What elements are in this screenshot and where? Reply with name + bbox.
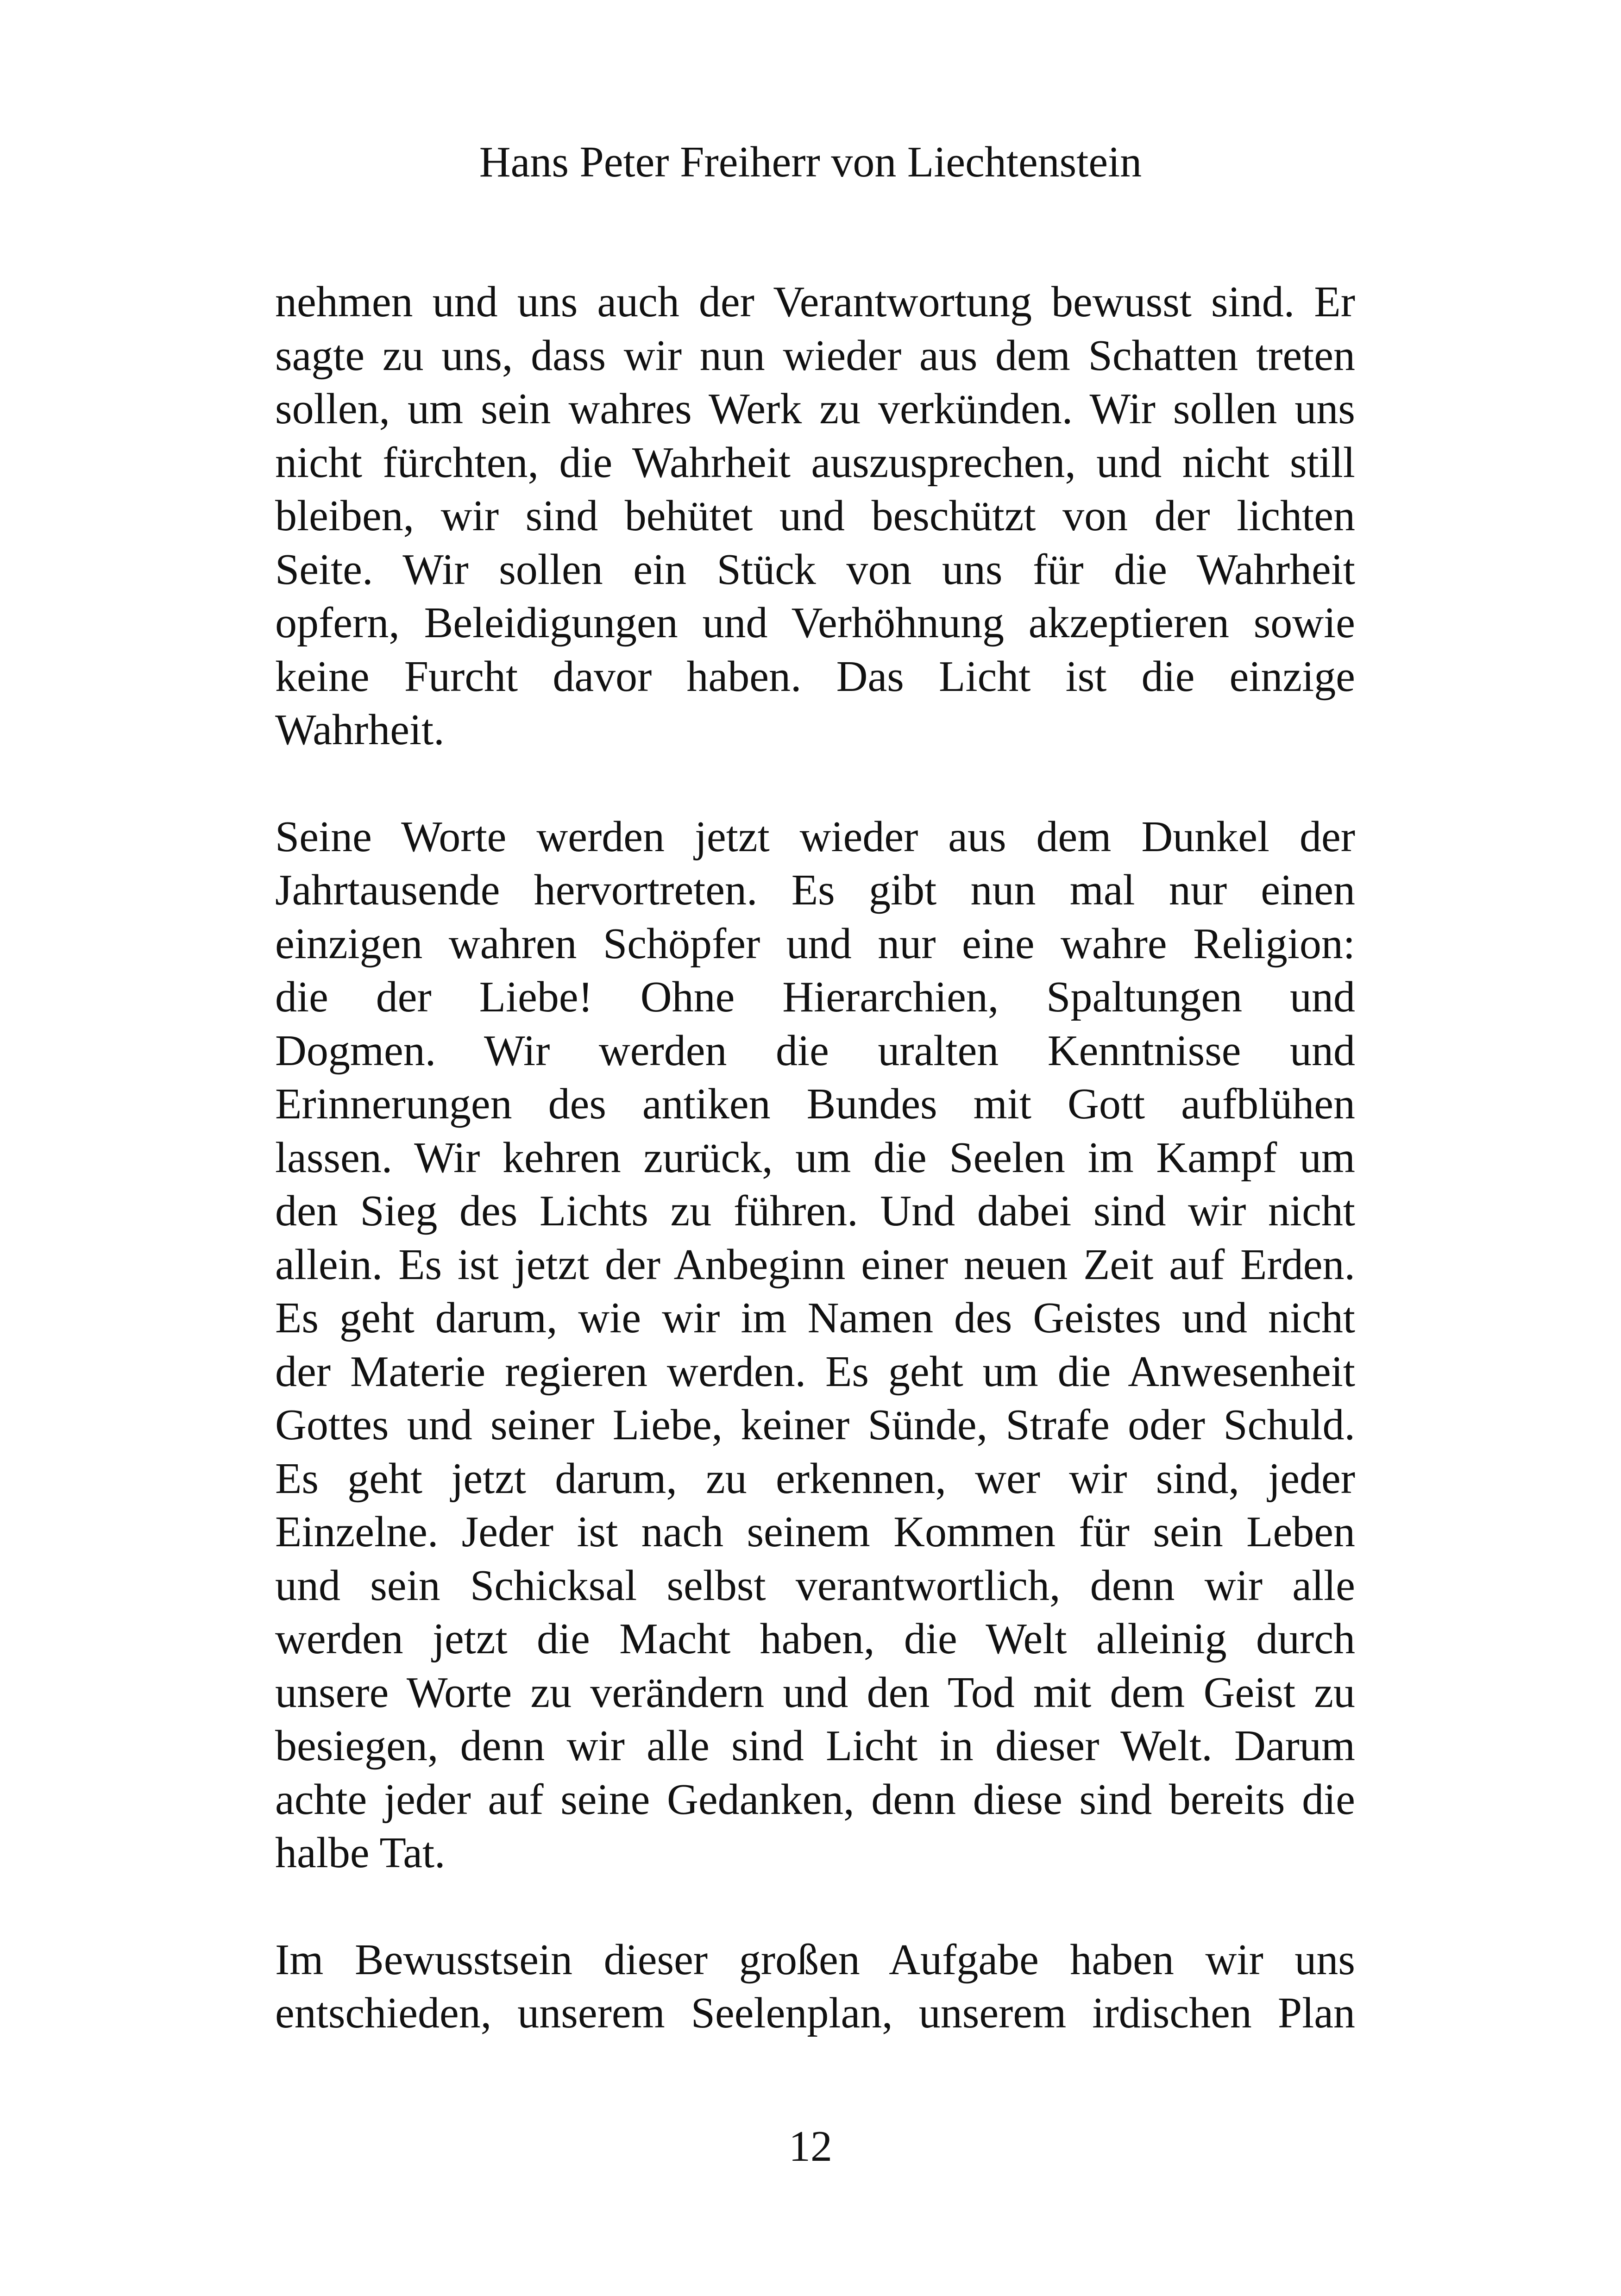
text-line: einzigen wahren Schöpfer und nur eine wahre Religion: xyxy=(275,919,1355,968)
body-text xyxy=(275,276,1355,2040)
text-line: sollen, um sein wahres Werk zu verkünden. Wir sollen uns xyxy=(275,385,1355,433)
text-line: Es geht jetzt darum, zu erkennen, wer wir sind, jeder xyxy=(275,1454,1355,1503)
text-line: die der Liebe! Ohne Hierarchien, Spaltungen und xyxy=(275,973,1355,1021)
paragraph xyxy=(275,1933,1355,2040)
paragraph xyxy=(275,810,1355,1880)
text-line: sagte zu uns, dass wir nun wieder aus dem Schatten treten xyxy=(275,331,1355,380)
page-number: 12 xyxy=(789,2122,832,2171)
text-line: Gottes und seiner Liebe, keiner Sünde, Strafe oder Schuld. xyxy=(275,1401,1355,1449)
text-line: Seine Worte werden jetzt wieder aus dem Dunkel der xyxy=(275,812,1355,861)
text-line: Jahrtausende hervortreten. Es gibt nun mal nur einen xyxy=(275,866,1355,914)
paragraph xyxy=(275,276,1355,757)
text-line: besiegen, denn wir alle sind Licht in dieser Welt. Darum xyxy=(275,1722,1355,1770)
text-line: werden jetzt die Macht haben, die Welt alleinig durch xyxy=(275,1615,1355,1663)
text-line: halbe Tat. xyxy=(275,1829,446,1877)
text-line: Einzelne. Jeder ist nach seinem Kommen für sein Leben xyxy=(275,1508,1355,1556)
text-line: der Materie regieren werden. Es geht um die Anwesenheit xyxy=(275,1347,1355,1396)
text-line: opfern, Beleidigungen und Verhöhnung akzeptieren sowie xyxy=(275,599,1355,647)
text-line: unsere Worte zu verändern und den Tod mit dem Geist zu xyxy=(275,1668,1355,1717)
text-line: nicht fürchten, die Wahrheit auszusprechen, und nicht still xyxy=(275,438,1355,487)
text-line: Wahrheit. xyxy=(275,706,445,754)
text-line: lassen. Wir kehren zurück, um die Seelen im Kampf um xyxy=(275,1133,1355,1182)
text-line: Dogmen. Wir werden die uralten Kenntnisse und xyxy=(275,1026,1355,1075)
text-line: Im Bewusstsein dieser großen Aufgabe haben wir uns xyxy=(275,1935,1355,1984)
text-line: den Sieg des Lichts zu führen. Und dabei sind wir nicht xyxy=(275,1187,1355,1235)
text-line: Seite. Wir sollen ein Stück von uns für die Wahrheit xyxy=(275,545,1355,594)
text-line: bleiben, wir sind behütet und beschützt von der lichten xyxy=(275,492,1355,540)
text-line: Erinnerungen des antiken Bundes mit Gott aufblühen xyxy=(275,1080,1355,1128)
text-line: keine Furcht davor haben. Das Licht ist die einzige xyxy=(275,652,1355,701)
text-line: allein. Es ist jetzt der Anbeginn einer neuen Zeit auf Erden. xyxy=(275,1240,1355,1289)
text-line: nehmen und uns auch der Verantwortung bewusst sind. Er xyxy=(275,278,1355,326)
running-header: Hans Peter Freiherr von Liechtenstein xyxy=(479,138,1142,186)
text-line: achte jeder auf seine Gedanken, denn diese sind bereits die xyxy=(275,1775,1355,1824)
text-line: und sein Schicksal selbst verantwortlich, denn wir alle xyxy=(275,1561,1355,1610)
text-line: entschieden, unserem Seelenplan, unserem irdischen Plan xyxy=(275,1989,1355,2037)
text-line: Es geht darum, wie wir im Namen des Geistes und nicht xyxy=(275,1294,1355,1342)
